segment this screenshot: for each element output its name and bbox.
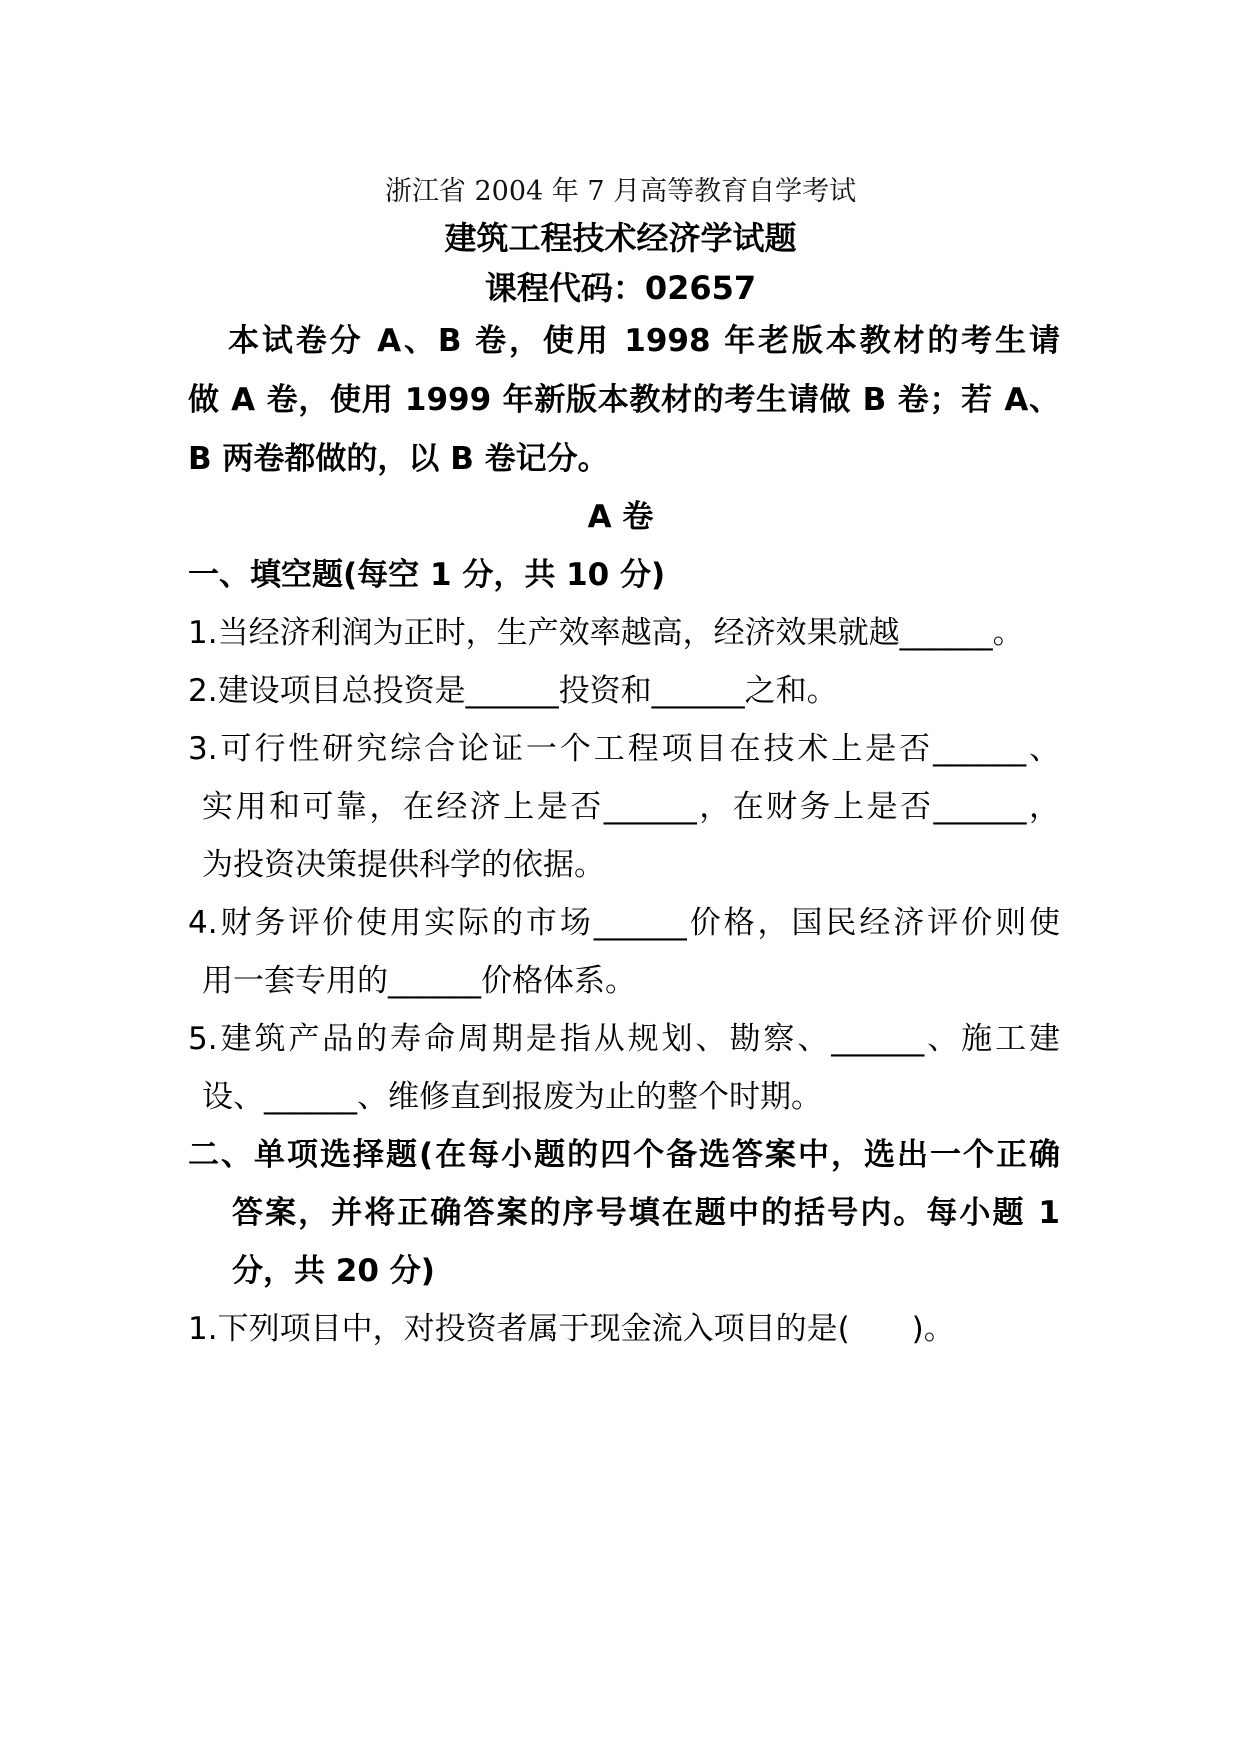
fill-question-1: 1.当经济利润为正时，生产效率越高，经济效果就越______。 — [188, 615, 1024, 651]
fill-question-4-line-2: 用一套专用的______价格体系。 — [202, 963, 636, 999]
exam-title: 建筑工程技术经济学试题 — [444, 219, 797, 257]
exam-session-line: 浙江省 2004 年 7 月高等教育自学考试 — [384, 176, 857, 207]
fill-question-3-line-2: 实用和可靠，在经济上是否______，在财务上是否______， — [202, 789, 1060, 825]
section-1-heading: 一、填空题(每空 1 分，共 10 分) — [188, 557, 666, 593]
section-2-heading-line-1: 二、单项选择题(在每小题的四个备选答案中，选出一个正确 — [188, 1137, 1060, 1173]
fill-question-3-line-1: 3.可行性研究综合论证一个工程项目在技术上是否______、 — [188, 731, 1060, 767]
section-2-heading-line-2: 答案，并将正确答案的序号填在题中的括号内。每小题 1 — [232, 1195, 1060, 1231]
fill-question-3-line-3: 为投资决策提供科学的依据。 — [202, 847, 605, 883]
paper-a-label: A 卷 — [587, 499, 654, 535]
fill-question-4-line-1: 4.财务评价使用实际的市场______价格，国民经济评价则使 — [188, 905, 1060, 941]
intro-line-3: B 两卷都做的，以 B 卷记分。 — [188, 441, 609, 477]
intro-line-1: 本试卷分 A、B 卷，使用 1998 年老版本教材的考生请 — [228, 323, 1060, 359]
fill-question-5-line-1: 5.建筑产品的寿命周期是指从规划、勘察、______、施工建 — [188, 1021, 1060, 1057]
fill-question-2: 2.建设项目总投资是______投资和______之和。 — [188, 673, 838, 709]
choice-question-1: 1.下列项目中，对投资者属于现金流入项目的是( )。 — [188, 1311, 955, 1347]
course-code: 课程代码：02657 — [484, 269, 757, 307]
section-2-heading-line-3: 分，共 20 分) — [232, 1253, 435, 1289]
fill-question-5-line-2: 设、______、维修直到报废为止的整个时期。 — [202, 1079, 822, 1115]
intro-line-2: 做 A 卷，使用 1999 年新版本教材的考生请做 B 卷；若 A、 — [188, 382, 1060, 418]
